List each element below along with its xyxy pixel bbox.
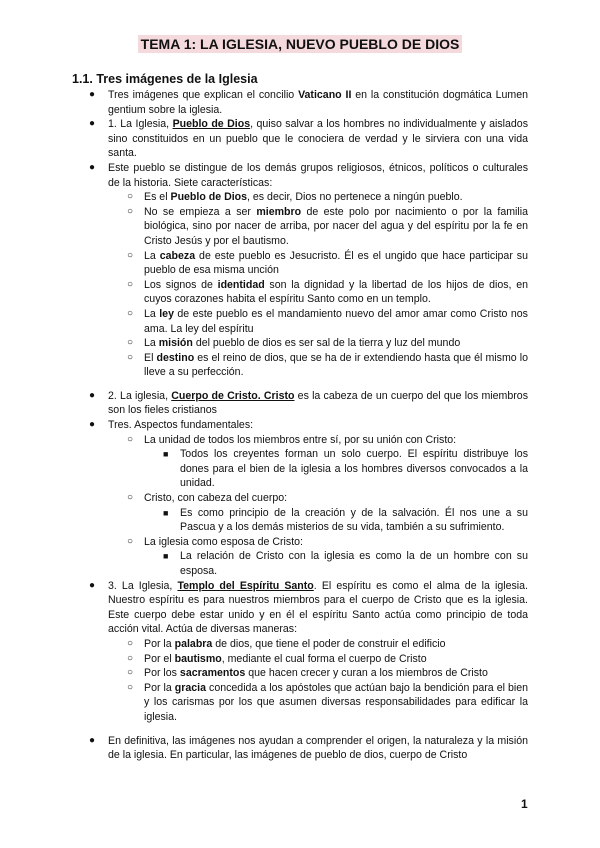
circle-bullet-icon: ○ [127,337,134,349]
list-item: ■ Todos los creyentes forman un solo cuerpo. El espíritu distribuye los dones para el bien de la iglesia a los hombres diversos convocados a la unidad. [163,448,528,490]
square-bullet-icon: ■ [163,551,169,562]
list-item: ● 2. La iglesia, Cuerpo de Cristo. Cristo es la cabeza de un cuerpo del que los miembros son los fieles cristianos [89,389,528,417]
list-item: ○ Los signos de identidad son la dignidad y la libertad de los hijos de dios, en cuyos corazones habita el espíritu Santo como en un templo. [127,278,528,306]
document-title [0,36,600,54]
circle-bullet-icon: ○ [127,535,134,547]
circle-bullet-icon: ○ [127,205,134,217]
circle-bullet-icon: ○ [127,433,134,445]
list-item: ■ Es como principio de la creación y de la salvación. Él nos une a su Pascua y a los demás misterios de su vida, también a su sufrimiento. [163,506,528,534]
list-item: ● 3. La Iglesia, Templo del Espíritu Santo. El espíritu es como el alma de la iglesia. Nuestro espíritu es para nuestros miembros para el cuerpo de Cristo que es la iglesia. Este cuerpo debe estar unido y en él el espíritu Santo actúa como principio de toda acción vital. Actúa de diversas maneras: ○ Por la palabra de dios, que tiene el poder de construir el edificio ○ Por el bautismo, mediante el cual forma el cuerpo de Cristo ○ Por los sacramentos que hacen crecer y curan a los miembros de Cristo ○ Por la gracia concedida a los apóstoles que actúan bajo la bendición para el bien y los carismas por los que asumen diversas responsabilidades para edificar la iglesia. [72,579,528,725]
square-bullet-icon: ■ [163,449,169,460]
list-item: ○ Por el bautismo, mediante el cual forma el cuerpo de Cristo [127,652,427,665]
list-item: ○ Cristo, con cabeza del cuerpo: ■ Es como principio de la creación y de la salvación. Él nos une a su Pascua y a los demás misterios de su vida, también a su sufrimiento. [72,491,528,535]
list-item: ● Tres. Aspectos fundamentales: ○ La unidad de todos los miembros entre sí, por su unión con Cristo: ■ Todos los creyentes forman un solo cuerpo. El espíritu distribuye los dones para el bien de la iglesia a los hombres diversos convocados a la unidad. ○ Cristo, con cabeza del cuerpo: ■ Es como principio de la creación y de la salvación. Él nos une a su Pascua y a los demás misterios de su vida, también a su sufrimiento. ○ La iglesia como esposa de Cristo: ■ La relación de Cristo con la iglesia es como la de un hombre con su esposa. [72,418,528,579]
list-item: ○ Por la palabra de dios, que tiene el poder de construir el edificio [127,637,446,650]
main-list [72,88,528,763]
circle-bullet-icon: ○ [127,249,134,261]
list-item: ○ Por la gracia concedida a los apóstoles que actúan bajo la bendición para el bien y los carismas por los que asumen diversas responsabilidades para edificar la iglesia. [127,681,528,723]
list-item: ● En definitiva, las imágenes nos ayudan a comprender el origen, la naturaleza y la misión de la iglesia. En particular, las imágenes de pueblo de dios, cuerpo de Cristo [89,734,528,762]
list-item: ○ La ley de este pueblo es el mandamiento nuevo del amor amar como Cristo nos ama. La ley del espíritu [127,307,528,335]
list-item: ■ La relación de Cristo con la iglesia es como la de un hombre con su esposa. [163,550,528,577]
circle-bullet-icon: ○ [127,652,134,664]
keyword-templo-espiritu-santo: Templo del Espíritu Santo [177,579,314,592]
circle-bullet-icon: ○ [127,351,134,363]
sub-list [108,637,528,725]
list-item: ● Este pueblo se distingue de los demás grupos religiosos, étnicos, políticos o culturales de la historia. Siete características: ○ Es el Pueblo de Dios, es decir, Dios no pertenece a ningún pueblo. ○ No se empieza a ser miembro de este polo por nacimiento o por la familia biológica, sino por nacer de arriba, por nacer del agua y del espíritu por la fe en Cristo Jesús y por el bautismo. ○ La cabeza de este pueblo es Jesucristo. Él es el ungido que hace participar su pueblo de esa misma unción ○ Los signos de identidad son la dignidad y la libertad de los hijos de dios, en cuyos corazones habita el espíritu Santo como en un templo. ○ La ley de este pueblo es el mandamiento nuevo del amor amar como Cristo nos ama. La ley del espíritu ○ La misión del pueblo de dios es ser sal de la tierra y luz del mundo ○ El destino es el reino de dios, que se ha de ir extendiendo hasta que él mismo lo lleve a su perfección. [72,161,528,380]
list-item: ○ La cabeza de este pueblo es Jesucristo. Él es el ungido que hace participar su pueblo de esa misma unción [127,249,528,277]
list-item: ○ Por los sacramentos que hacen crecer y curan a los miembros de Cristo [127,667,488,680]
bullet-icon: ● [89,118,96,130]
list-item: ○ No se empieza a ser miembro de este polo por nacimiento o por la familia biológica, sino por nacer de arriba, por nacer del agua y del espíritu por la fe en Cristo Jesús y por el bautismo. [127,205,528,247]
circle-bullet-icon: ○ [127,637,134,649]
sub-list [108,433,528,579]
bullet-icon: ● [89,161,96,173]
circle-bullet-icon: ○ [127,307,134,319]
page-number: 1 [521,797,528,811]
keyword-cuerpo-de-cristo: Cuerpo de Cristo. Cristo [171,389,295,402]
bullet-icon: ● [89,389,96,401]
bullet-icon: ● [89,419,96,431]
sub-list [108,190,528,380]
list-item: ○ Es el Pueblo de Dios, es decir, Dios no pertenece a ningún pueblo. [127,191,463,204]
circle-bullet-icon: ○ [127,191,134,203]
circle-bullet-icon: ○ [127,681,134,693]
bullet-icon: ● [89,89,96,100]
keyword-pueblo-de-dios: Pueblo de Dios [172,118,251,131]
document-body [72,88,528,763]
list-item: ● 1. La Iglesia, Pueblo de Dios, quiso salvar a los hombres no individualmente y aislados sino constituidos en un pueblo que le conociera de verdad y le sirviera con una vida santa. [89,118,528,160]
circle-bullet-icon: ○ [127,278,134,290]
title-text: TEMA 1: LA IGLESIA, NUEVO PUEBLO DE DIOS [138,35,463,53]
square-bullet-icon: ■ [163,507,169,518]
circle-bullet-icon: ○ [127,492,134,504]
list-item: ○ El destino es el reino de dios, que se ha de ir extendiendo hasta que él mismo lo lleve a su perfección. [127,351,528,379]
list-item: ● Tres imágenes que explican el concilio Vaticano II en la constitución dogmática Lumen gentium sobre la iglesia. [89,89,528,116]
list-item: ○ La misión del pueblo de dios es ser sal de la tierra y luz del mundo [127,337,461,350]
bullet-icon: ● [89,579,96,591]
bullet-icon: ● [89,734,96,746]
circle-bullet-icon: ○ [127,667,134,679]
list-item: ○ La iglesia como esposa de Cristo: ■ La relación de Cristo con la iglesia es como la de un hombre con su esposa. [72,535,528,579]
section-heading: 1.1. Tres imágenes de la Iglesia [72,72,258,86]
list-item: ○ La unidad de todos los miembros entre sí, por su unión con Cristo: ■ Todos los creyentes forman un solo cuerpo. El espíritu distribuye los dones para el bien de la iglesia a los hombres diversos convocados a la unidad. [72,433,528,491]
